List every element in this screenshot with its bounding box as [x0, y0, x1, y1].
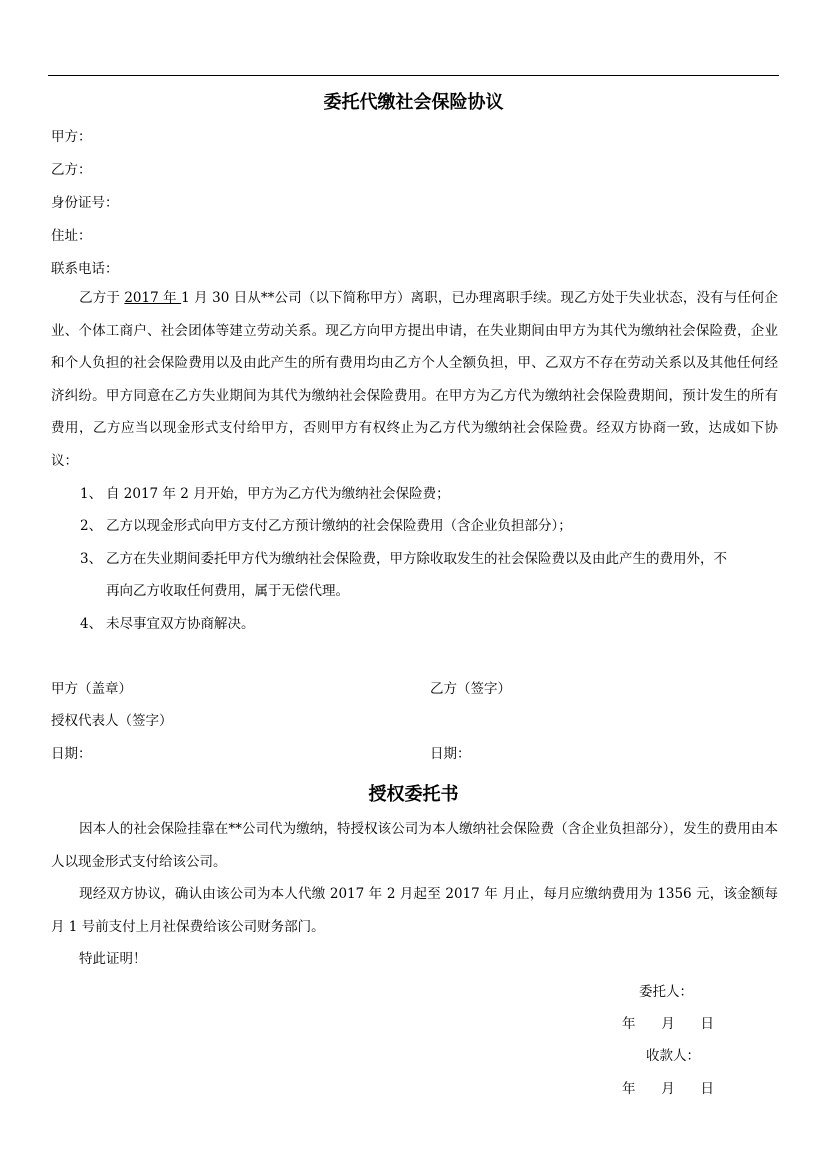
- phone-label: 联系电话：: [51, 261, 119, 277]
- date-party-a: 日期：: [51, 746, 92, 762]
- header-rule: [48, 75, 779, 76]
- item-number: 4、: [80, 616, 103, 632]
- agreement-item-3: [80, 543, 778, 575]
- agreement-title: 委托代缴社会保险协议: [323, 92, 504, 113]
- signature-party-b: 乙方（签字）: [430, 681, 511, 697]
- address-label: 住址：: [51, 228, 92, 244]
- item-number: 3、: [80, 551, 103, 567]
- item-text: 乙方以现金形式向甲方支付乙方预计缴纳的社会保险费用（含企业负担部分）；: [106, 518, 572, 534]
- intro-pre: 乙方于: [79, 290, 125, 306]
- id-number-label: 身份证号：: [51, 195, 119, 211]
- date-party-b: 日期：: [430, 746, 471, 762]
- authorization-text-2: 现经双方协议，确认由该公司为本人代缴 2017 年 2 月起至 2017 年 月止，每月应缴纳费用为 1356 元，该金额每月 1 号前支付上月社保费给该公司财务部门。: [51, 886, 778, 935]
- item-number: 2、: [80, 518, 103, 534]
- signature-representative: 授权代表人（签字）: [51, 713, 173, 729]
- intro-rest: 1 月 30 日从**公司（以下简称甲方）离职，已办理离职手续。现乙方处于失业状态，没有与任何企业、个体工商户、社会团体等建立劳动关系。现乙方向甲方提出申请，在失业期间由甲方为其代为缴纳社会保险费，企业和个人负担的社会保险费用以及由此产生的所有费用均由乙方个人全额负担，甲、乙双方不存在劳动关系以及其他任何经济纠纷。甲方同意在乙方失业期间为其代为缴纳社会保险费用。在甲方为乙方代为缴纳社会保险费期间，预计发生的所有费用，乙方应当以现金形式支付给甲方，否则甲方有权终止为乙方代为缴纳社会保险费。经双方协商一致，达成如下协议：: [51, 290, 778, 469]
- signature-party-a: 甲方（盖章）: [51, 681, 132, 697]
- authorization-title: 授权委托书: [368, 784, 459, 805]
- certification-statement: 特此证明！: [79, 951, 147, 967]
- party-b-label: 乙方：: [51, 162, 92, 178]
- item-text: 乙方在失业期间委托甲方代为缴纳社会保险费，甲方除收取发生的社会保险费以及由此产生的费用外，不: [106, 551, 727, 567]
- agreement-item-4: [80, 608, 778, 640]
- authorization-paragraph-2: [51, 878, 778, 943]
- principal-date: 年 月 日: [622, 1016, 714, 1032]
- principal-label: 委托人：: [639, 984, 693, 1000]
- authorization-text-1: 因本人的社会保险挂靠在**公司代为缴纳，特授权该公司为本人缴纳社会保险费（含企业负担部分），发生的费用由本人以现金形式支付给该公司。: [51, 821, 778, 870]
- payee-label: 收款人：: [646, 1048, 700, 1064]
- intro-year: 2017 年: [124, 290, 182, 306]
- agreement-item-1: [80, 478, 778, 510]
- item-number: 1、: [80, 486, 103, 502]
- item-text: 未尽事宜双方协商解决。: [106, 616, 255, 632]
- party-a-label: 甲方：: [51, 129, 92, 145]
- item-text: 自 2017 年 2 月开始，甲方为乙方代为缴纳社会保险费；: [106, 486, 450, 502]
- agreement-intro-paragraph: [51, 282, 778, 477]
- agreement-item-2: [80, 510, 778, 542]
- authorization-paragraph-1: [51, 813, 778, 878]
- payee-date: 年 月 日: [622, 1081, 714, 1097]
- agreement-item-3-continuation: 再向乙方收取任何费用，属于无偿代理。: [106, 583, 349, 599]
